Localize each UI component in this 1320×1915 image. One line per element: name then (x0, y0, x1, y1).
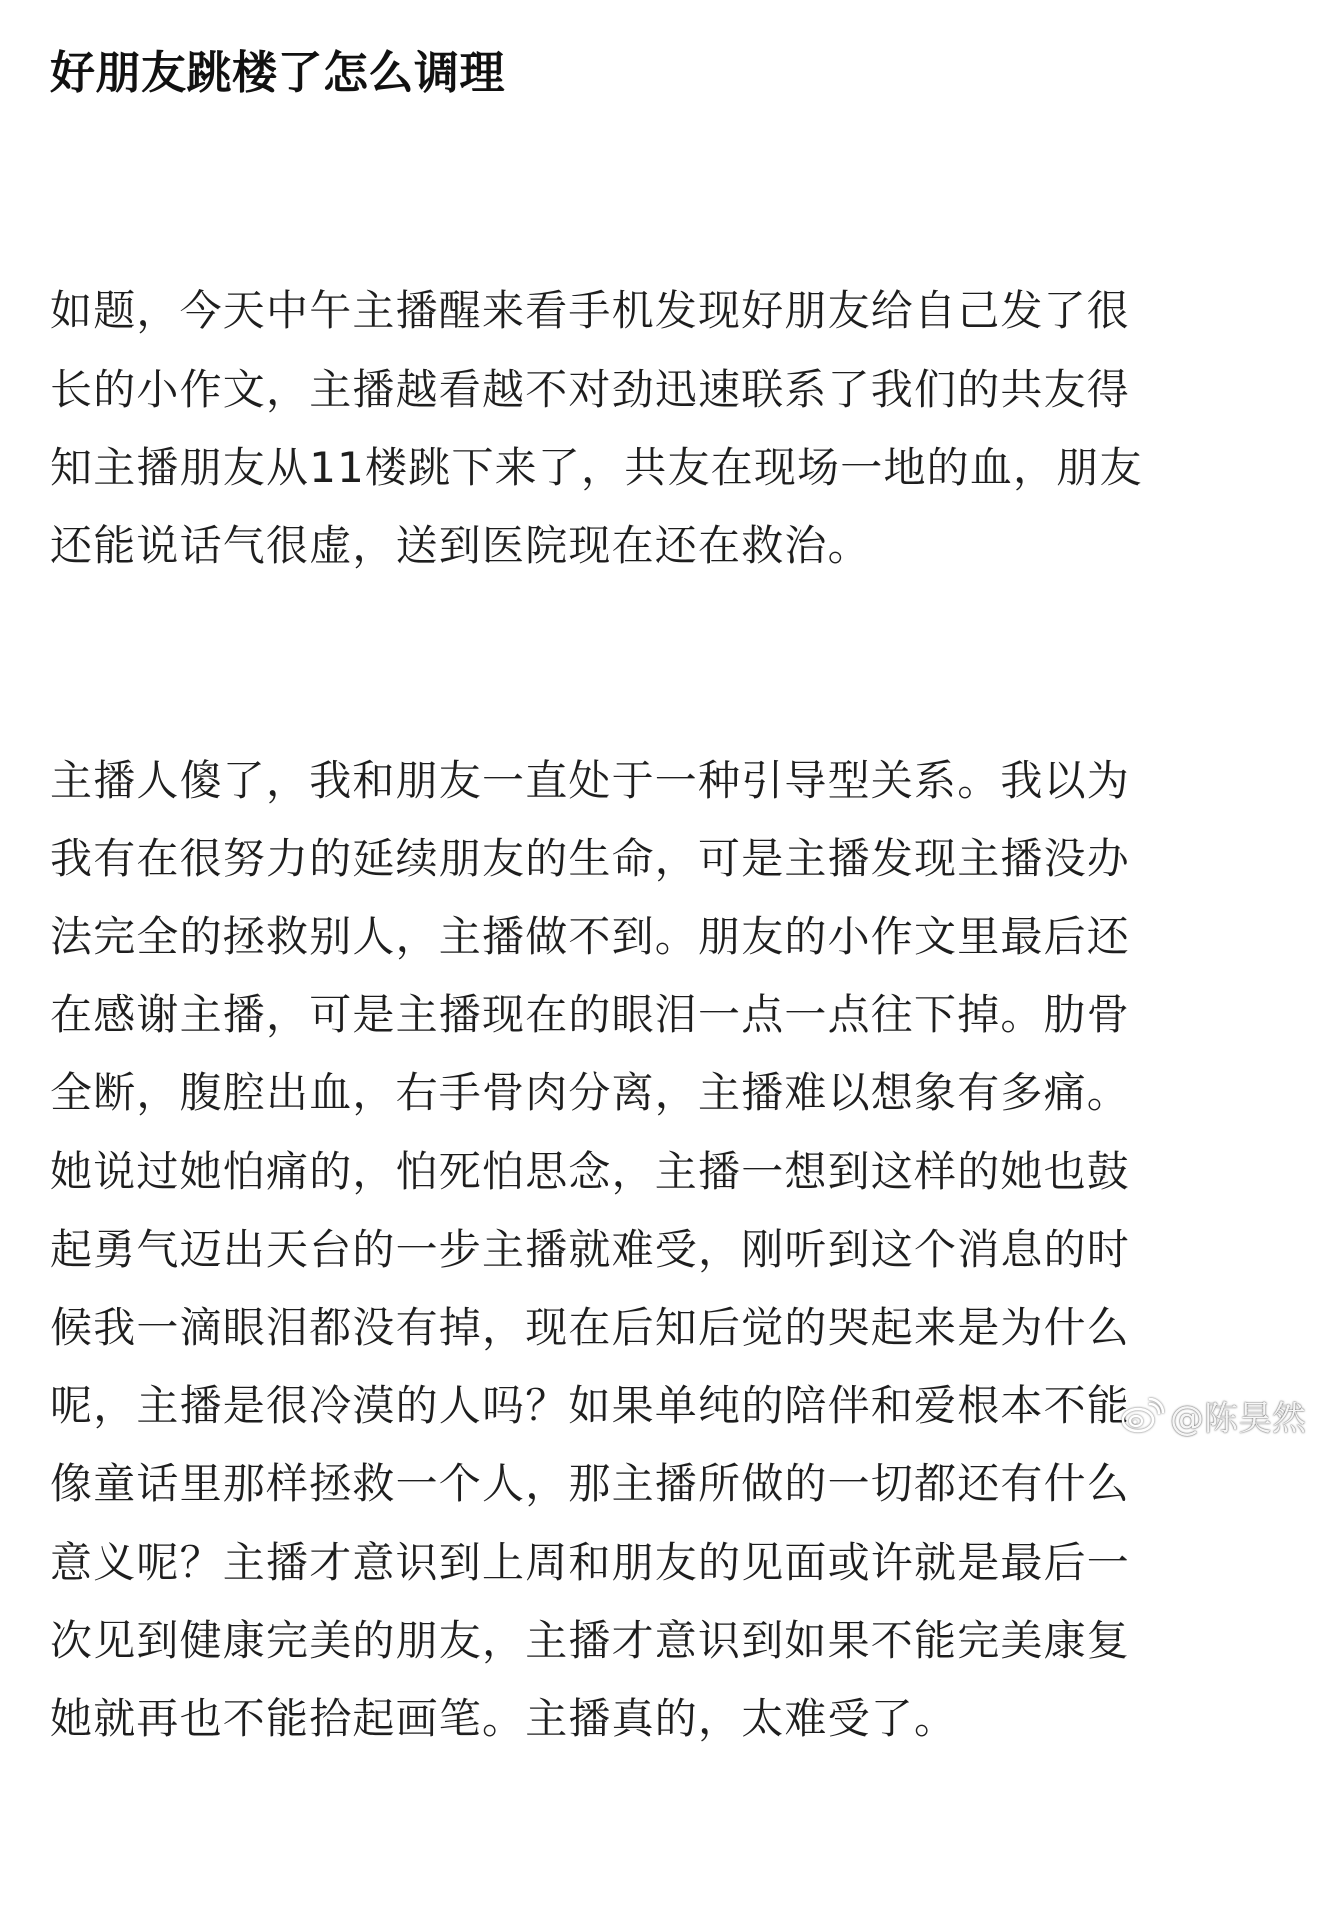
post-paragraph-1: 如题，今天中午主播醒来看手机发现好朋友给自己发了很 长的小作文，主播越看越不对劲迅速联系了我们的共友得 知主播朋友从11楼跳下来了，共友在现场一地的血，朋友 还能说话气很虚，送到医院现在还在救治。 (50, 286, 1143, 571)
post-title: 好朋友跳楼了怎么调理 (50, 46, 506, 99)
post-paragraph-2: 主播人傻了，我和朋友一直处于一种引导型关系。我以为 我有在很努力的延续朋友的生命，可是主播发现主播没办 法完全的拯救别人，主播做不到。朋友的小作文里最后还 在感谢主播，可是主播现在的眼泪一点一点往下掉。肋骨 全断，腹腔出血，右手骨肉分离，主播难以想象有多痛。 她说过她怕痛的，怕死怕思念，主播一想到这样的她也鼓 起勇气迈出天台的一步主播就难受，刚听到这个消息的时 候我一滴眼泪都没有掉，现在后知后觉的哭起来是为什么 呢，主播是很冷漠的人吗？如果单纯的陪伴和爱根本不能 像童话里那样拯救一个人，那主播所做的一切都还有什么 意义呢？主播才意识到上周和朋友的见面或许就是最后一 次见到健康完美的朋友，主播才意识到如果不能完美康复 她就再也不能拾起画笔。主播真的，太难受了。 (50, 755, 1131, 1744)
weibo-icon (1120, 1398, 1164, 1434)
watermark-text: @陈昊然 (1170, 1399, 1306, 1439)
watermark (1120, 1391, 1306, 1440)
post-body (50, 116, 1265, 1915)
post (50, 40, 1265, 1915)
